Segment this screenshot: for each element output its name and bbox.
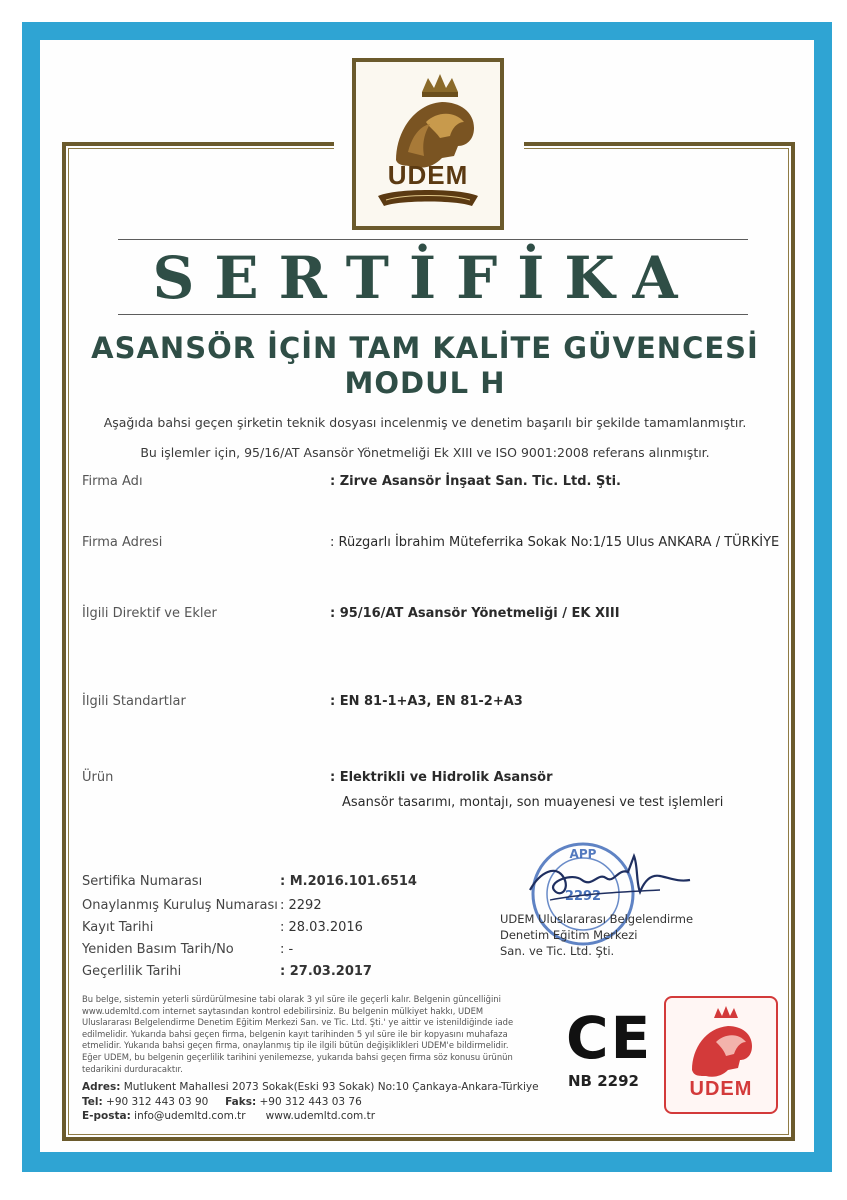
fine-print-line: www.udemltd.com internet saytasından kontrol edebilirsiniz. Bu belgenin mülkiyet hakkı, UDEM [82,1005,484,1016]
svg-text:APP: APP [569,847,597,861]
cert-number-label: Sertifika Numarası [82,874,203,889]
fine-print-line: Uluslararası Belgelendirme Denetim Eğitim Merkezi San. ve Tic. Ltd. Şti.' ye aittir ve istenildiğinde iade [82,1017,514,1028]
directive-label: İlgili Direktif ve Ekler [82,606,217,621]
contact-tel-value: +90 312 443 03 90 [106,1096,209,1108]
contact-email-value: info@udemltd.com.tr [134,1110,246,1122]
contact-tel-label: Tel: [82,1096,103,1108]
lion-crown-icon [356,62,500,226]
module-label: MODUL H [344,366,506,400]
contact-fax-value: +90 312 443 03 76 [259,1096,362,1108]
address-value: : Rüzgarlı İbrahim Müteferrika Sokak No:1/15 Ulus ANKARA / TÜRKİYE [330,535,780,550]
contact-website: www.udemltd.com.tr [265,1110,376,1122]
fine-print [82,994,552,1075]
company-label: Firma Adı [82,474,143,489]
reprint-value: : - [280,942,294,957]
contact-address [82,1081,539,1093]
notified-body-number: NB 2292 [568,1072,639,1090]
contact-address-label: Adres: [82,1081,121,1093]
certificate-title: SERTİFİKA [152,244,698,312]
intro-text-1: Aşağıda bahsi geçen şirketin teknik dosyası incelenmiş ve denetim başarılı bir şekilde tamamlanmıştır. [103,415,747,430]
fine-print-line: etmelidir. Yukarıda bahsi geçen firma, onaylanmış tip ile ilgili bütün değişiklikleri UDEM'e bildirmelidir. [82,1040,509,1051]
issuer-line-3: San. ve Tic. Ltd. Şti. [500,944,615,958]
stamp-number: 2292 [564,889,602,904]
notified-body-label: Onaylanmış Kuruluş Numarası [82,898,278,913]
udem-logo [352,58,504,230]
cert-number-value: : M.2016.101.6514 [280,874,417,889]
product-detail: Asansör tasarımı, montajı, son muayenesi ve test işlemleri [342,795,724,810]
product-value: : Elektrikli ve Hidrolik Asansör [330,770,553,785]
contact-email-label: E-posta: [82,1110,131,1122]
signature-icon [520,842,700,912]
contact-email [82,1110,375,1122]
ce-mark-icon [566,1004,652,1072]
fine-print-line: Eğer UDEM, bu belgenin geçerlilik tarihini yenilemezse, yukarıda bahsi geçen firma söz konusu ürünün [82,1051,513,1062]
fine-print-line: Bu belge, sistemin yeterli sürdürülmesine tabi olarak 3 yıl süre ile geçerli kalır. Belgenin güncelliğini [82,994,501,1004]
product-label: Ürün [82,770,114,785]
directive-value: : 95/16/AT Asansör Yönetmeliği / EK XIII [330,606,620,621]
registration-date-label: Kayıt Tarihi [82,920,154,935]
issuer-line-1: UDEM Uluslararası Belgelendirme [500,912,694,926]
company-value: : Zirve Asansör İnşaat San. Tic. Ltd. Şti. [330,474,621,489]
standards-value: : EN 81-1+A3, EN 81-2+A3 [330,694,523,709]
title-rule-bottom [118,314,748,315]
fine-print-line: tedarikini durduracaktır. [82,1063,183,1074]
red-logo-brand: UDEM [689,1078,753,1100]
certificate-subtitle: ASANSÖR İÇİN TAM KALİTE GÜVENCESİ [91,331,759,365]
issuer-line-2: Denetim Eğitim Merkezi [500,928,638,942]
standards-label: İlgili Standartlar [82,694,186,709]
contact-fax-label: Faks: [225,1096,257,1108]
udem-logo-red [664,996,778,1114]
logo-brand: UDEM [387,160,469,190]
address-label: Firma Adresi [82,535,163,550]
validity-label: Geçerlilik Tarihi [82,964,182,979]
notified-body-value: : 2292 [280,898,322,913]
fine-print-line: edilmelidir. Yukarıda bahsi geçen firma, belgenin kayıt tarihinden 5 yıl süre ile bir kopyasını muhafaza [82,1028,508,1039]
title-rule-top [118,239,748,240]
intro-text-2: Bu işlemler için, 95/16/AT Asansör Yönetmeliği Ek XIII ve ISO 9001:2008 referans alınmıştır. [140,445,710,460]
contact-address-value: Mutlukent Mahallesi 2073 Sokak(Eski 93 Sokak) No:10 Çankaya-Ankara-Türkiye [123,1081,539,1093]
ce-mark-text: CE [566,1004,653,1072]
validity-value: : 27.03.2017 [280,964,372,979]
contact-phone [82,1096,362,1108]
registration-date-value: : 28.03.2016 [280,920,363,935]
reprint-label: Yeniden Basım Tarih/No [82,942,234,957]
